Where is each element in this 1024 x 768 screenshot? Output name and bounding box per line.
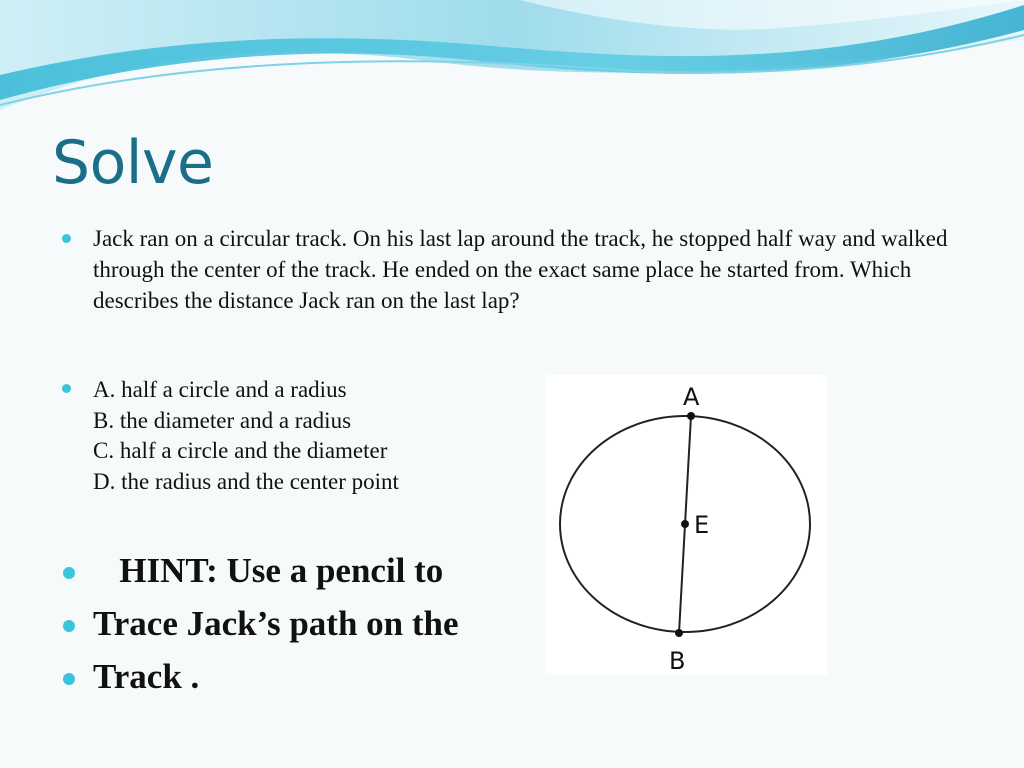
point-e (681, 520, 689, 528)
bullet-icon (62, 234, 71, 243)
label-a: A (683, 383, 700, 411)
header-wave-decoration (0, 0, 1024, 130)
slide-title: Solve (52, 128, 214, 198)
choice-a: A. half a circle and a radius (93, 377, 347, 402)
label-e: E (694, 511, 710, 539)
bullet-icon (63, 567, 75, 579)
label-b: B (669, 647, 686, 675)
choice-b: B. the diameter and a radius (93, 407, 352, 433)
hint-line-3: Track . (93, 657, 200, 696)
answer-choices (93, 375, 399, 497)
choice-d: D. the radius and the center point (93, 468, 399, 494)
point-b (675, 629, 683, 637)
question-text: Jack ran on a circular track. On his last lap around the track, he stopped half way and walked through the center of the track. He ended on the exact same place he started from. Which describes the distance Jack ran on the last lap? (93, 226, 948, 313)
circle-track-diagram (545, 375, 827, 675)
choice-c: C. half a circle and the diameter (93, 438, 388, 463)
bullet-icon (63, 673, 75, 685)
hint-line-2: Trace Jack’s path on the (93, 604, 459, 643)
bullet-icon (63, 620, 75, 632)
point-a (687, 412, 695, 420)
bullet-icon (62, 384, 71, 393)
hint-line-1: HINT: Use a pencil to (93, 551, 444, 590)
